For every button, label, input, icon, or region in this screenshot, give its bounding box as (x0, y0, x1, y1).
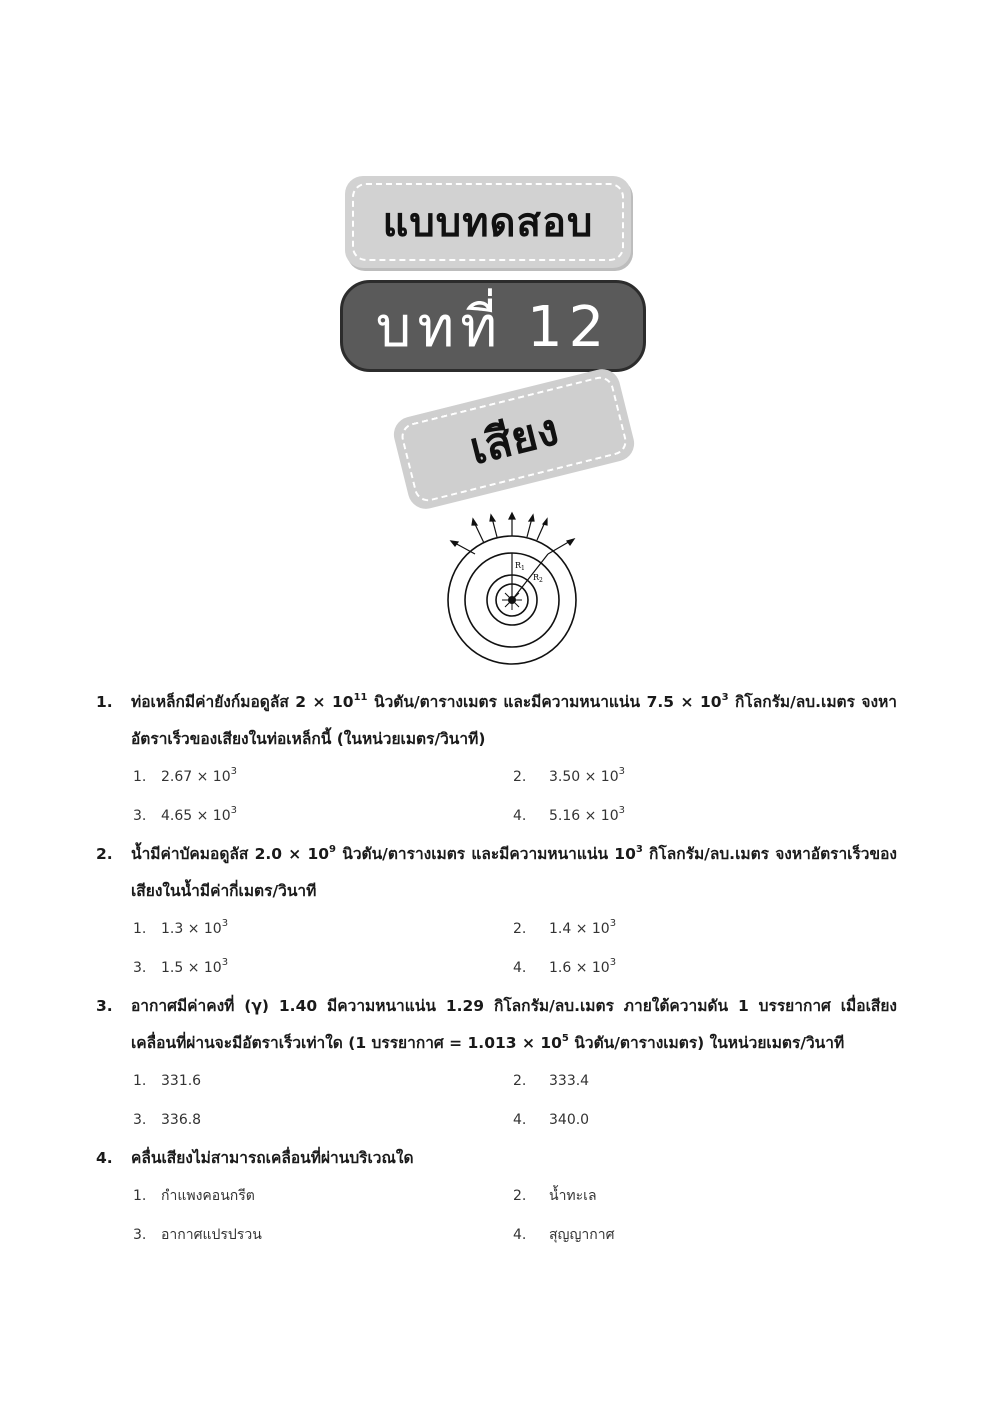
chapter-number-text: บทที่ 12 (375, 294, 611, 360)
question-text: คลื่นเสียงไม่สามารถเคลื่อนที่ผ่านบริเวณใด (131, 1149, 414, 1167)
radiating-arrows (451, 513, 574, 554)
option-number: 4. (513, 960, 527, 976)
option-text: อากาศแปรปรวน (161, 1227, 262, 1243)
question-stem (0, 836, 992, 910)
answer-option[interactable] (513, 949, 616, 988)
question-stem (0, 684, 992, 758)
option-number: 3. (133, 1227, 147, 1243)
test-title-text: แบบทดสอบ (382, 200, 594, 246)
answer-option[interactable] (513, 758, 625, 797)
option-text: 331.6 (161, 1073, 202, 1089)
question-stem (0, 988, 992, 1062)
answer-options (0, 758, 992, 836)
option-text: 333.4 (549, 1073, 590, 1089)
question-number: 3. (96, 997, 113, 1015)
option-number: 2. (513, 921, 527, 937)
chapter-number-tag (340, 280, 646, 372)
question-item (0, 988, 992, 1140)
answer-option[interactable] (133, 1101, 201, 1140)
question-number: 4. (96, 1149, 113, 1167)
option-number: 4. (513, 1227, 527, 1243)
answer-option[interactable] (513, 1216, 615, 1255)
option-number: 1. (133, 769, 147, 785)
chapter-topic-tag (390, 365, 638, 512)
answer-option[interactable] (133, 1062, 201, 1101)
chapter-header (0, 0, 992, 680)
question-text: น้ำมีค่าบัคมอดูลัส $2.0 \times 10^9$ นิวตัน/ตารางเมตร และมีความหนาแน่น $10^3$ กิโลกรัม/ลบ.เมตร จงหาอัตราเร็วของเสียงในน้ำมีค่ากี่เมตร/วินาที (131, 844, 897, 900)
answer-option[interactable] (513, 1101, 589, 1140)
option-number: 3. (133, 960, 147, 976)
answer-option[interactable] (133, 758, 237, 797)
answer-option[interactable] (133, 1177, 255, 1216)
option-number: 3. (133, 1112, 147, 1128)
question-list (0, 684, 992, 1255)
option-text: $1.5 \times 10^3$ (161, 957, 229, 976)
option-text: $1.4 \times 10^3$ (549, 918, 617, 937)
radius-2-label: $R_2$ (533, 573, 543, 584)
question-text: อากาศมีค่าคงที่ (γ) 1.40 มีความหนาแน่น 1.29 กิโลกรัม/ลบ.เมตร ภายใต้ความดัน 1 บรรยากาศ เมื่อเสียงเคลื่อนที่ผ่านจะมีอัตราเร็วเท่าใด (1 บรรยากาศ = $1.013 \times 10^5$ นิวตัน/ตารางเมตร) ในหน่วยเมตร/วินาที (131, 997, 897, 1052)
answer-option[interactable] (513, 1062, 589, 1101)
option-text: น้ำทะเล (549, 1188, 597, 1204)
question-item (0, 836, 992, 988)
answer-option[interactable] (513, 797, 625, 836)
option-text: $3.50 \times 10^3$ (549, 766, 625, 785)
option-text: 340.0 (549, 1112, 590, 1128)
option-number: 4. (513, 1112, 527, 1128)
question-number: 1. (96, 693, 113, 711)
answer-option[interactable] (133, 1216, 262, 1255)
option-number: 1. (133, 1188, 147, 1204)
answer-option[interactable] (133, 949, 228, 988)
answer-option[interactable] (513, 1177, 597, 1216)
question-item (0, 1140, 992, 1255)
option-number: 1. (133, 1073, 147, 1089)
chapter-topic-text: เสียง (464, 403, 564, 476)
option-number: 2. (513, 1073, 527, 1089)
answer-option[interactable] (133, 910, 228, 949)
answer-option[interactable] (133, 797, 237, 836)
radius-1-label: $R_1$ (515, 561, 525, 572)
question-stem (0, 1140, 992, 1177)
question-text: ท่อเหล็กมีค่ายังก์มอดูลัส $2 \times 10^{11}$ นิวตัน/ตารางเมตร และมีความหนาแน่น $7.5 \times 10^3$ กิโลกรัม/ลบ.เมตร จงหาอัตราเร็วของเสียงในท่อเหล็กนี้ (ในหน่วยเมตร/วินาที) (131, 692, 897, 748)
answer-options (0, 910, 992, 988)
sound-wave-diagram (440, 510, 590, 670)
option-text: กำแพงคอนกรีต (161, 1188, 255, 1204)
option-text: 336.8 (161, 1112, 202, 1128)
option-text: $4.65 \times 10^3$ (161, 805, 237, 824)
option-number: 4. (513, 808, 527, 824)
option-number: 2. (513, 1188, 527, 1204)
option-text: $1.3 \times 10^3$ (161, 918, 229, 937)
option-text: สุญญากาศ (549, 1227, 615, 1243)
option-number: 1. (133, 921, 147, 937)
option-number: 2. (513, 769, 527, 785)
answer-options (0, 1062, 992, 1140)
option-text: $2.67 \times 10^3$ (161, 766, 237, 785)
question-item (0, 684, 992, 836)
option-number: 3. (133, 808, 147, 824)
option-text: $1.6 \times 10^3$ (549, 957, 617, 976)
test-title-tag (345, 176, 631, 268)
option-text: $5.16 \times 10^3$ (549, 805, 625, 824)
answer-options (0, 1177, 992, 1255)
answer-option[interactable] (513, 910, 616, 949)
question-number: 2. (96, 845, 113, 863)
